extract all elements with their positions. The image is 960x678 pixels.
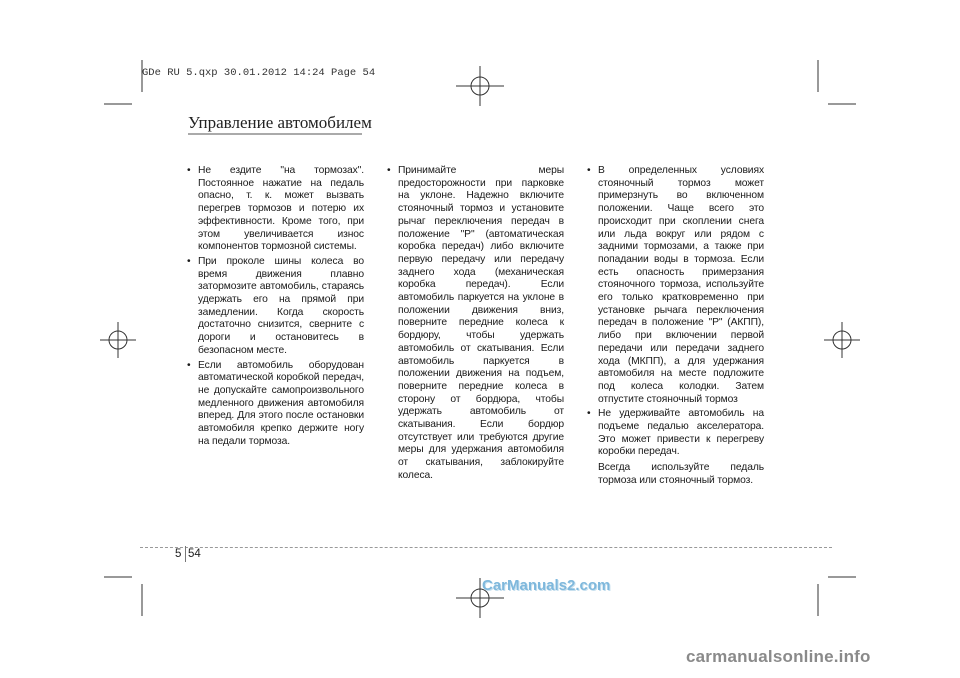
list-item: • Не ездите "на тормозах". Постоянное нажатие на педаль опасно, т. к. может вызвать перегрев тормозов и потерю их эффективности. Кроме того, при этом увеличивается износ компонентов тормозной системы. — [186, 165, 364, 254]
chapter-number: 5 — [175, 548, 182, 560]
registration-mark-top — [456, 66, 504, 106]
page-number: 54 — [188, 548, 201, 560]
list-item: • Не удерживайте автомобиль на подъеме педалью акселератора. Это может привести к перегреву коробки передач. — [586, 408, 764, 459]
section-title: Управление автомобилем — [188, 113, 372, 132]
text-column-2 — [386, 165, 564, 485]
footer-rule — [140, 547, 832, 548]
page-number-separator — [185, 546, 186, 562]
list-item: • В определенных условиях стояночный тормоз может примерзнуть во включенном положении. Чаще всего это происходит при скоплении снега или льда вокруг или рядом с задними тормозами, а также при попадании воды в тормоза. Если есть опасность примерзания стояночного тормоза, используйте его только кратковременно при установке рычага переключения передач в положение "P" (АКПП), либо при включении первой передачи или передачи заднего хода (МКПП), а для удержания автомобиля на месте подложите под колеса колодки. Затем отпустите стояночный тормоз — [586, 165, 764, 406]
text-column-1 — [186, 165, 364, 450]
print-slug: GDe RU 5.qxp 30.01.2012 14:24 Page 54 — [142, 67, 376, 79]
registration-mark-left — [100, 322, 136, 358]
registration-mark-right — [824, 322, 860, 358]
note-paragraph: Всегда используйте педаль тормоза или стояночный тормоз. — [598, 462, 764, 486]
watermark-site: carmanualsonline.info — [686, 647, 871, 666]
text-column-3 — [586, 165, 764, 488]
list-item: • Если автомобиль оборудован автоматической коробкой передач, не допускайте самопроизвольного медленного движения автомобиля вперед. Для этого после остановки автомобиля крепко держите ногу на педали тормоза. — [186, 360, 364, 449]
list-item: • Принимайте меры предосторожности при парковке на уклоне. Надежно включите стояночный тормоз и установите рычаг переключения передач в положение "P" (автоматическая коробка передач) либо включите первую передачу или передачу заднего хода (механическая коробка передач). Если автомобиль паркуется на уклоне в положении движения вниз, поверните передние колеса к бордюру, чтобы удержать автомобиль от скатывания. Если автомобиль паркуется в положении движения на подъем, поверните передние колеса в сторону от бордюра, чтобы удержать автомобиль от скатывания. Если бордюр отсутствует или требуются другие меры для удержания автомобиля от скатывания, заблокируйте колеса. — [386, 165, 564, 483]
list-item: • При проколе шины колеса во время движения плавно затормозите автомобиль, стараясь удержать его на прямой при замедлении. Когда скорость достаточно снизится, сверните с дороги и остановитесь в безопасном месте. — [186, 256, 364, 358]
watermark-logo: CarManuals2.com — [482, 577, 611, 594]
